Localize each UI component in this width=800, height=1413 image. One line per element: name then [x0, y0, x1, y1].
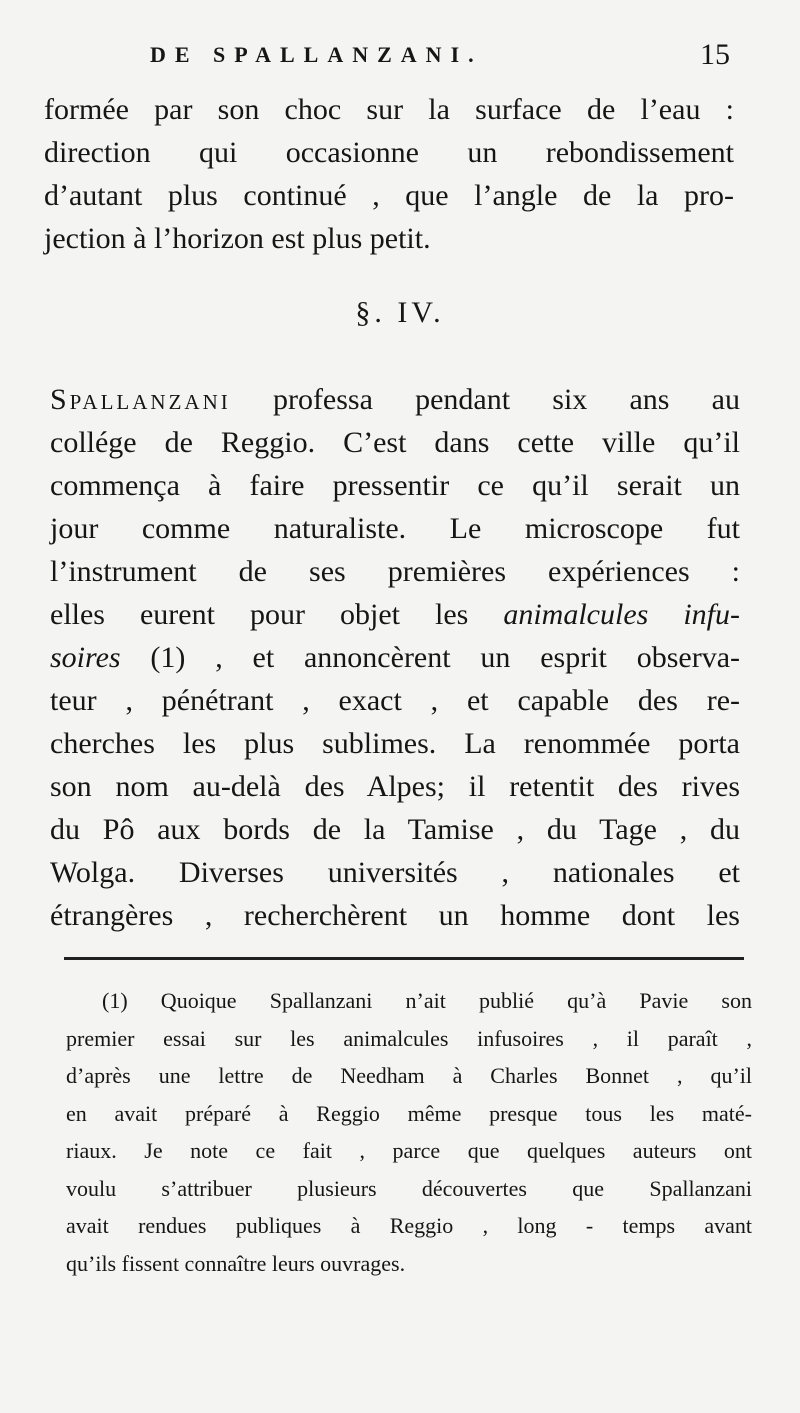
running-head: [150, 38, 730, 82]
running-title: DE SPALLANZANI.: [150, 42, 483, 67]
text-line: [50, 593, 740, 636]
text-line: [50, 378, 740, 421]
text-line: collége de Reggio. C’est dans cette ville qu’il: [50, 426, 740, 459]
footnote-line: avait rendues publiques à Reggio , long - temps avant: [66, 1213, 752, 1238]
text-line: jection à l’horizon est plus petit.: [44, 222, 431, 255]
text-line: teur , pénétrant , exact , et capable des re-: [50, 684, 740, 717]
text-line: formée par son choc sur la surface de l’eau :: [44, 93, 734, 126]
text-line: son nom au-delà des Alpes; il retentit des rives: [50, 770, 740, 803]
text-fragment: (1) , et annoncèrent un esprit observa-: [120, 641, 740, 674]
page-number: 15: [700, 38, 730, 71]
paragraph-spallanzani: [50, 378, 740, 937]
text-line: du Pô aux bords de la Tamise , du Tage , du: [50, 813, 740, 846]
text-line: cherches les plus sublimes. La renommée porta: [50, 727, 740, 760]
paragraph-continuation: [44, 88, 734, 260]
text-line: jour comme naturaliste. Le microscope fut: [50, 512, 740, 545]
italic-term: soires: [50, 641, 121, 674]
footnote-rule: [64, 957, 744, 960]
footnote-line: (1) Quoique Spallanzani n’ait publié qu’à Pavie son: [102, 988, 752, 1013]
text-line: direction qui occasionne un rebondissement: [44, 136, 734, 169]
footnote-line: qu’ils fissent connaître leurs ouvrages.: [66, 1250, 406, 1276]
text-line: Wolga. Diverses universités , nationales et: [50, 856, 740, 889]
footnote-line: en avait préparé à Reggio même presque tous les maté-: [66, 1100, 752, 1126]
italic-term: animalcules infu-: [503, 598, 741, 631]
text-line: d’autant plus continué , que l’angle de la pro-: [44, 179, 734, 212]
footnote-line: voulu s’attribuer plusieurs découvertes que Spallanzani: [66, 1175, 752, 1201]
footnote-line: riaux. Je note ce fait , parce que quelques auteurs ont: [66, 1138, 752, 1163]
text-line: [50, 636, 740, 679]
text-fragment: professa pendant six ans au: [230, 383, 740, 416]
footnote: [66, 982, 752, 1282]
footnote-line: d’après une lettre de Needham à Charles Bonnet , qu’il: [66, 1063, 752, 1088]
text-fragment: elles eurent pour objet les: [50, 598, 504, 631]
first-word-smallcaps: Spallanzani: [50, 383, 231, 416]
footnote-line: premier essai sur les animalcules infusoires , il paraît ,: [66, 1025, 752, 1051]
text-line: étrangères , recherchèrent un homme dont les: [50, 899, 740, 932]
text-line: l’instrument de ses premières expériences :: [50, 555, 740, 588]
text-line: commença à faire pressentir ce qu’il serait un: [50, 469, 740, 502]
section-heading: §. IV.: [355, 296, 445, 329]
